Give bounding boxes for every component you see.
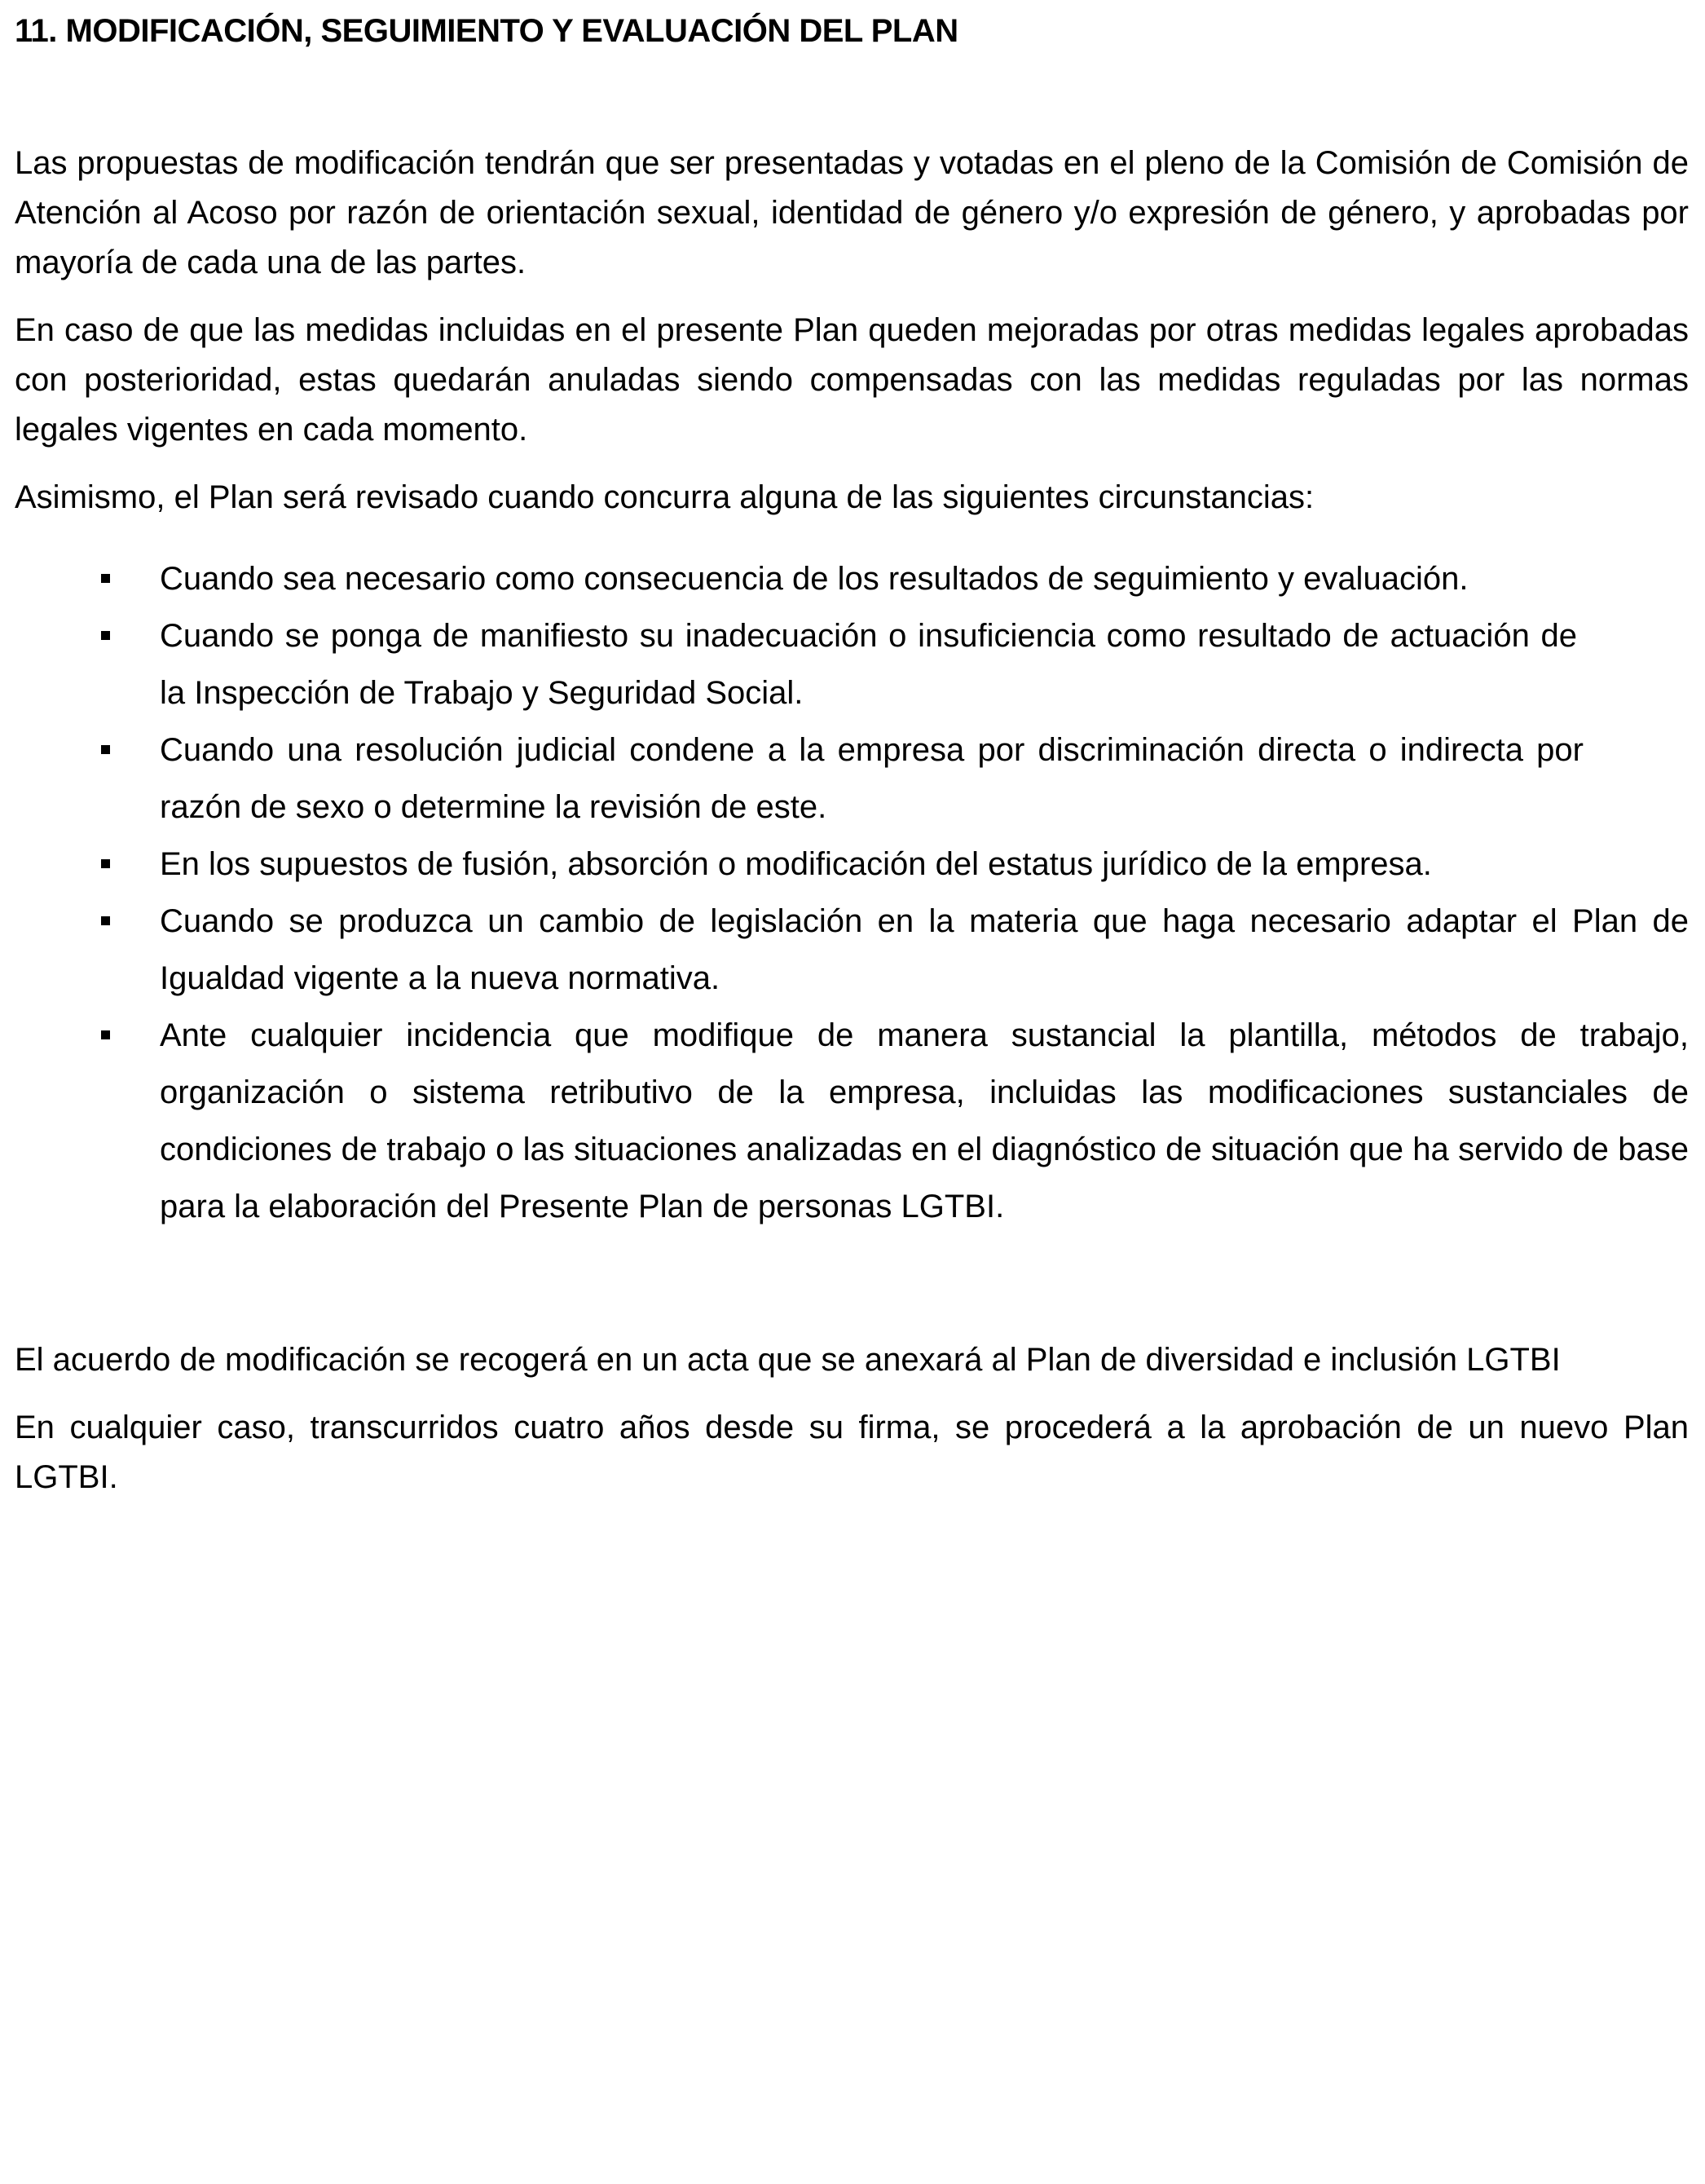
paragraph-modification-proposals: Las propuestas de modificación tendrán que ser presentadas y votadas en el pleno de la Comisión de Comisión de Atención al Acoso por razón de orientación sexual, identidad de género y/o expresión de género, y aprobadas por mayoría de cada una de las partes. — [15, 145, 1689, 280]
square-bullet-icon — [101, 916, 110, 925]
square-bullet-icon — [101, 859, 110, 868]
review-circumstances-list — [15, 550, 1689, 1235]
list-item — [15, 1007, 1689, 1235]
list-item — [15, 607, 1689, 721]
list-item-text: Ante cualquier incidencia que modifique de manera sustancial la plantilla, métodos de trabajo, organización o sistema retributivo de la empresa, incluidas las modificaciones sustanciales de condiciones de trabajo o las situaciones analizadas en el diagnóstico de situación que ha servido de base para la elaboración del Presente Plan de personas LGTBI. — [160, 1017, 1689, 1224]
paragraph-improved-measures: En caso de que las medidas incluidas en el presente Plan queden mejoradas por otras medidas legales aprobadas con posterioridad, estas quedarán anuladas siendo compensadas con las medidas reguladas por las normas legales vigentes en cada momento. — [15, 312, 1689, 448]
list-item-text: Cuando sea necesario como consecuencia de los resultados de seguimiento y evaluación. — [160, 561, 1469, 597]
square-bullet-icon — [101, 631, 110, 640]
list-item — [15, 893, 1689, 1007]
list-item-text: En los supuestos de fusión, absorción o modificación del estatus jurídico de la empresa. — [160, 846, 1432, 882]
paragraph-modification-agreement: El acuerdo de modificación se recogerá en un acta que se anexará al Plan de diversidad e inclusión LGTBI — [15, 1342, 1561, 1378]
square-bullet-icon — [101, 574, 110, 583]
section-heading: 11. MODIFICACIÓN, SEGUIMIENTO Y EVALUACIÓN DEL PLAN — [15, 13, 958, 49]
square-bullet-icon — [101, 1030, 110, 1039]
list-item-text: Cuando se ponga de manifiesto su inadecuación o insuficiencia como resultado de actuación de la Inspección de Trabajo y Seguridad Social. — [160, 618, 1577, 711]
paragraph-new-plan: En cualquier caso, transcurridos cuatro años desde su firma, se procederá a la aprobación de un nuevo Plan LGTBI. — [15, 1410, 1689, 1495]
list-item — [15, 721, 1689, 836]
list-item-text: Cuando una resolución judicial condene a la empresa por discriminación directa o indirecta por razón de sexo o determine la revisión de este. — [160, 732, 1584, 825]
list-item — [15, 550, 1689, 607]
document-content — [15, 0, 1689, 1502]
paragraph-review-intro: Asimismo, el Plan será revisado cuando concurra alguna de las siguientes circunstancias: — [15, 479, 1315, 515]
list-item — [15, 836, 1689, 893]
square-bullet-icon — [101, 745, 110, 754]
list-item-text: Cuando se produzca un cambio de legislación en la materia que haga necesario adaptar el Plan de Igualdad vigente a la nueva normativa. — [160, 903, 1689, 996]
